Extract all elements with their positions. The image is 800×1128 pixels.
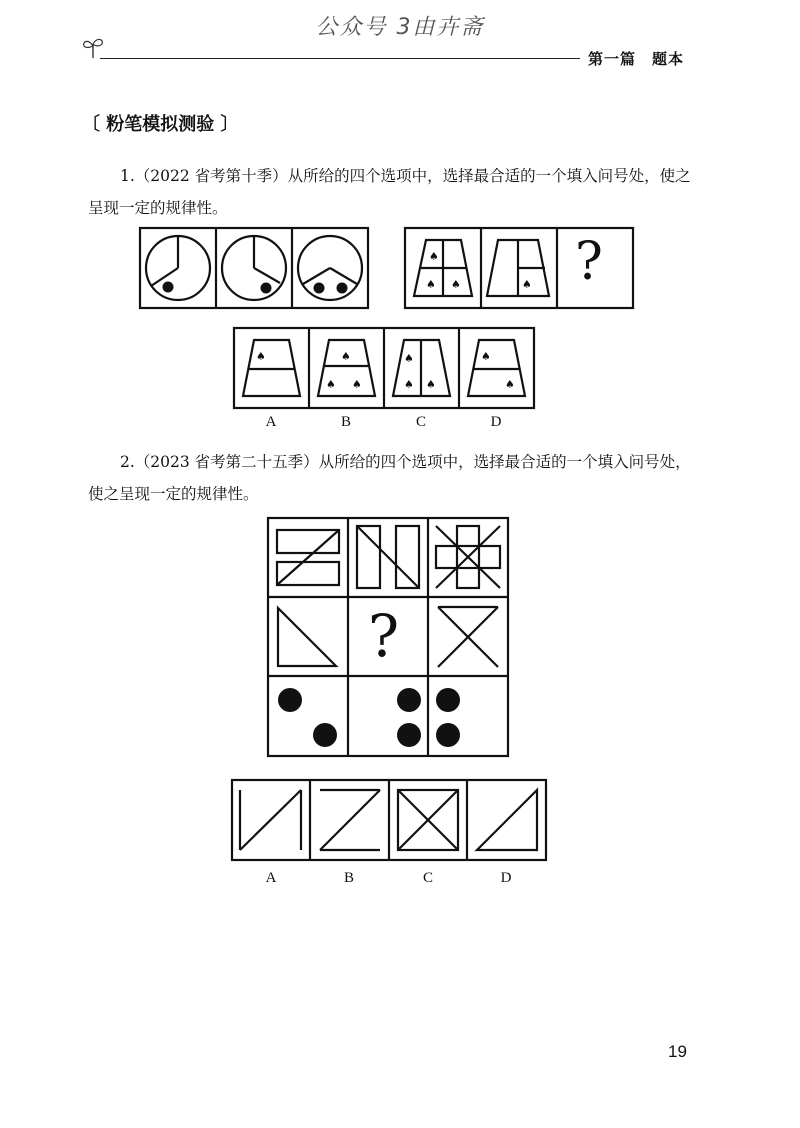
svg-text:♠: ♠ [404,352,414,365]
question-1-text: 1.（2022 省考第十季）从所给的四个选项中，选择最合适的一个填入问号处，使之呈现一定的规律性。 [88,167,691,217]
svg-text:♠: ♠ [256,350,266,363]
q1-option-c-label[interactable]: C [415,414,426,430]
q2-option-a-label[interactable]: A [265,870,277,886]
svg-text:♠: ♠ [352,378,362,391]
q1-option-b-label[interactable]: B [340,414,351,430]
svg-text:♠: ♠ [426,278,436,291]
svg-text:♠: ♠ [404,378,414,391]
svg-text:♠: ♠ [341,350,351,363]
page-number: 19 [668,1042,687,1061]
svg-text:♠: ♠ [481,350,491,363]
svg-text:♠: ♠ [426,378,436,391]
q2-option-a-figure [240,790,301,850]
q1-question-mark: ? [575,232,603,292]
chapter-label: 第一篇 题本 [588,50,685,68]
svg-text:♠: ♠ [326,378,336,391]
q2-option-c-label[interactable]: C [422,870,433,886]
q1-option-a-label[interactable]: A [265,414,277,430]
q2-option-b-figure [320,790,380,850]
q1-option-d-label[interactable]: D [490,414,502,430]
watermark: 公众号 3由卉斋 [315,15,485,40]
q2-question-mark: ? [368,602,400,670]
q2-option-b-label[interactable]: B [343,870,354,886]
q2-option-c-figure [398,790,458,850]
question-2-text: 2.（2023 省考第二十五季）从所给的四个选项中，选择最合适的一个填入问号处，使之呈现一定的规律性。 [88,453,691,503]
q2-option-d-figure [477,790,537,850]
svg-text:♠: ♠ [429,250,439,263]
svg-text:♠: ♠ [505,378,515,391]
svg-text:♠: ♠ [451,278,461,291]
section-title: 〔 粉笔模拟测验 〕 [82,114,239,135]
svg-text:♠: ♠ [522,278,532,291]
q2-option-d-label[interactable]: D [500,870,512,886]
